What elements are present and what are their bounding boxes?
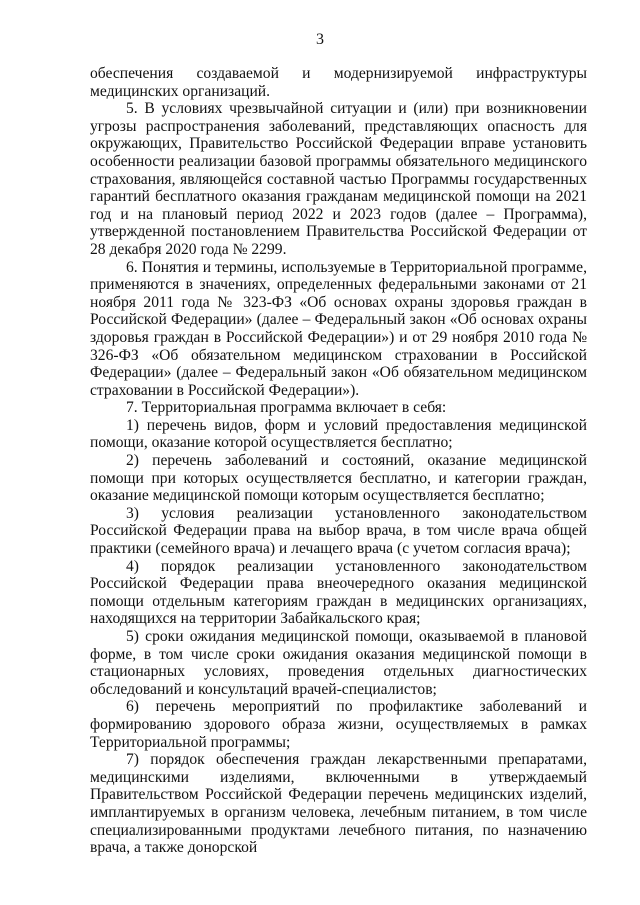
list-item-2: 2) перечень заболеваний и состояний, оказание медицинской помощи при которых осуществляется бесплатно, и категории граждан, оказание медицинской помощи которым осуществляется бесплатно;	[90, 452, 587, 505]
list-item-6: 6) перечень мероприятий по профилактике заболеваний и формированию здорового образа жизни, осуществляемых в рамках Территориальной программы;	[90, 698, 587, 751]
document-body	[90, 65, 587, 857]
page-number: 3	[316, 31, 324, 48]
list-item-7: 7) порядок обеспечения граждан лекарственными препаратами, медицинскими изделиями, включенными в утверждаемый Правительством Российской Федерации перечень медицинских изделий, имплантируемых в организм человека, лечебным питанием, в том числе специализированными продуктами лечебного питания, по назначению врача, а также донорской	[90, 751, 587, 857]
list-item-3: 3) условия реализации установленного законодательством Российской Федерации права на выбор врача, в том числе врача общей практики (семейного врача) и лечащего врача (с учетом согласия врача);	[90, 504, 587, 558]
list-item-4: 4) порядок реализации установленного законодательством Российской Федерации права внеочередного оказания медицинской помощи отдельным категориям граждан в медицинских организациях, находящихся на территории Забайкальского края;	[90, 557, 587, 628]
paragraph-5: 5. В условиях чрезвычайной ситуации и (или) при возникновении угрозы распространения заболеваний, представляющих опасность для окружающих, Правительство Российской Федерации вправе установить особенности реализации базовой программы обязательного медицинского страхования, являющейся составной частью Программы государственных гарантий бесплатного оказания гражданам медицинской помощи на 2021 год и на плановый период 2022 и 2023 годов (далее – Программа), утвержденной постановлением Правительства Российской Федерации от 28 декабря 2020 года № 2299.	[90, 100, 587, 258]
paragraph-continuation: обеспечения создаваемой и модернизируемой инфраструктуры медицинских организаций.	[90, 65, 587, 100]
list-item-5: 5) сроки ожидания медицинской помощи, оказываемой в плановой форме, в том числе сроки ожидания оказания медицинской помощи в стационарных условиях, проведения отдельных диагностических обследований и консультаций врачей-специалистов;	[90, 628, 587, 698]
paragraph-6: 6. Понятия и термины, используемые в Территориальной программе, применяются в значениях, определенных федеральными законами от 21 ноября 2011 года № 323-ФЗ «Об основах охраны здоровья граждан в Российской Федерации» (далее – Федеральный закон «Об основах охраны здоровья граждан в Российской Федерации») и от 29 ноября 2010 года № 326-ФЗ «Об обязательном медицинском страховании в Российской Федерации» (далее – Федеральный закон «Об обязательном медицинском страховании в Российской Федерации»).	[90, 258, 587, 399]
list-item-1: 1) перечень видов, форм и условий предоставления медицинской помощи, оказание которой осуществляется бесплатно;	[90, 416, 587, 452]
paragraph-7: 7. Территориальная программа включает в себя:	[126, 399, 447, 417]
